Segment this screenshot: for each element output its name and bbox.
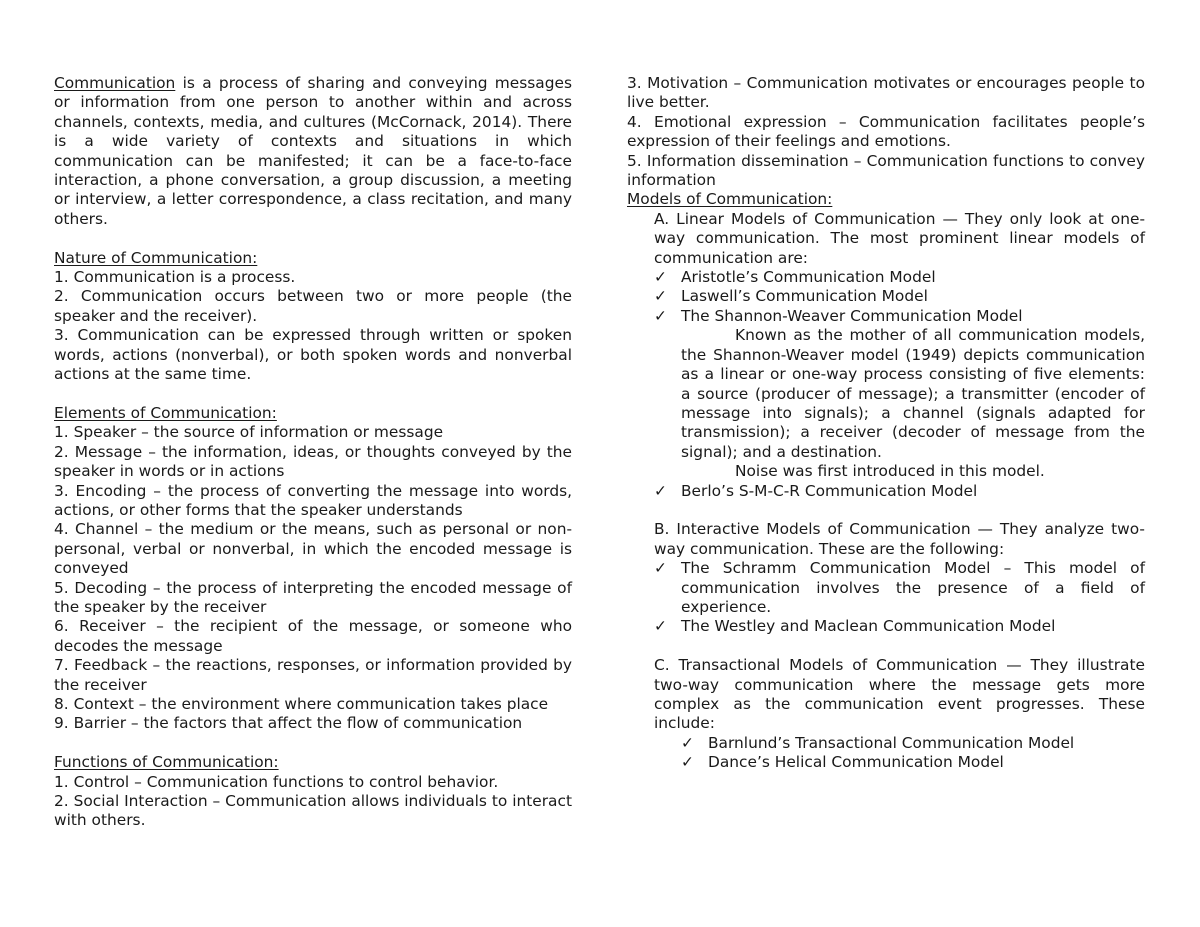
check-icon: ✓	[681, 733, 694, 752]
transactional-models-intro: C. Transactional Models of Communication — They illustrate two-way communication where the message gets more complex as the communication event progresses. These include:	[654, 656, 1145, 733]
linear-model-item: Aristotle’s Communication Model	[681, 268, 936, 287]
check-icon: ✓	[654, 481, 667, 500]
list-item	[627, 307, 1145, 326]
element-item: 6. Receiver – the recipient of the message, or someone who decodes the message	[54, 617, 572, 655]
transactional-model-item: Dance’s Helical Communication Model	[708, 753, 1004, 772]
noise-note: Noise was first introduced in this model.	[735, 462, 1045, 481]
right-column	[627, 74, 1145, 773]
element-item: 9. Barrier – the factors that affect the flow of communication	[54, 714, 523, 733]
element-item: 5. Decoding – the process of interpreting the encoded message of the speaker by the receiver	[54, 578, 572, 616]
functions-heading: Functions of Communication:	[54, 753, 279, 772]
check-icon: ✓	[681, 753, 694, 772]
linear-model-item: Berlo’s S-M-C-R Communication Model	[681, 481, 978, 500]
interactive-models-intro: B. Interactive Models of Communication — They analyze two-way communication. These are the following:	[654, 520, 1145, 558]
intro-paragraph	[54, 74, 572, 229]
nature-heading: Nature of Communication:	[54, 248, 258, 267]
function-item: 1. Control – Communication functions to control behavior.	[54, 772, 499, 791]
element-item: 1. Speaker – the source of information or message	[54, 423, 444, 442]
elements-heading: Elements of Communication:	[54, 403, 277, 422]
linear-model-item: Laswell’s Communication Model	[681, 287, 928, 306]
list-item	[627, 482, 1145, 501]
element-item: 7. Feedback – the reactions, responses, or information provided by the receiver	[54, 656, 572, 694]
function-item: 2. Social Interaction – Communication allows individuals to interact with others.	[54, 791, 572, 830]
element-item: 2. Message – the information, ideas, or thoughts conveyed by the speaker in words or in actions	[54, 442, 572, 481]
linear-model-item: The Shannon-Weaver Communication Model	[681, 306, 1023, 325]
shannon-weaver-description: Known as the mother of all communication models, the Shannon-Weaver model (1949) depicts communication as a linear or one-way process consisting of five elements: a source (producer of message); a transmitter (encoder of message into signals); a channel (signals adapted for transmission); a receiver (decoder of message from the signal); and a destination.	[681, 326, 1145, 461]
element-item: 4. Channel – the medium or the means, such as personal or non-personal, verbal or nonverbal, in which the encoded message is conveyed	[54, 520, 572, 578]
nature-item: 2. Communication occurs between two or more people (the speaker and the receiver).	[54, 287, 572, 325]
transactional-model-item: Barnlund’s Transactional Communication Model	[708, 733, 1075, 752]
function-item: 5. Information dissemination – Communication functions to convey information	[627, 151, 1145, 190]
check-icon: ✓	[654, 287, 667, 306]
check-icon: ✓	[654, 559, 667, 578]
interactive-model-item: The Westley and Maclean Communication Model	[681, 617, 1056, 636]
list-item	[627, 753, 1145, 772]
check-icon: ✓	[654, 617, 667, 636]
element-item: 8. Context – the environment where communication takes place	[54, 694, 549, 713]
list-item	[627, 617, 1145, 636]
list-item	[627, 268, 1145, 287]
list-item	[627, 734, 1145, 753]
models-heading: Models of Communication:	[627, 190, 833, 209]
left-column	[54, 74, 572, 831]
linear-models-intro: A. Linear Models of Communication — They only look at one-way communication. The most prominent linear models of communication are:	[654, 209, 1145, 267]
element-item: 3. Encoding – the process of converting the message into words, actions, or other forms that the speaker understands	[54, 481, 572, 519]
interactive-model-item: The Schramm Communication Model – This model of communication involves the presence of a field of experience.	[681, 559, 1145, 616]
check-icon: ✓	[654, 268, 667, 287]
list-item	[627, 287, 1145, 306]
function-item: 3. Motivation – Communication motivates or encourages people to live better.	[627, 74, 1145, 112]
intro-term: Communication	[54, 74, 176, 92]
check-icon: ✓	[654, 306, 667, 325]
intro-text: is a process of sharing and conveying messages or information from one person to another within and across channels, contexts, media, and cultures (McCornack, 2014). There is a wide variety of contexts and situations in which communication can be manifested; it can be a face-to-face interaction, a phone conversation, a group discussion, a meeting or interview, a letter correspondence, a class recitation, and many others.	[54, 74, 572, 228]
nature-item: 3. Communication can be expressed through written or spoken words, actions (nonverbal), or both spoken words and nonverbal actions at the same time.	[54, 326, 572, 384]
list-item	[627, 559, 1145, 617]
nature-item: 1. Communication is a process.	[54, 268, 296, 287]
function-item: 4. Emotional expression – Communication facilitates people’s expression of their feelings and emotions.	[627, 112, 1145, 151]
